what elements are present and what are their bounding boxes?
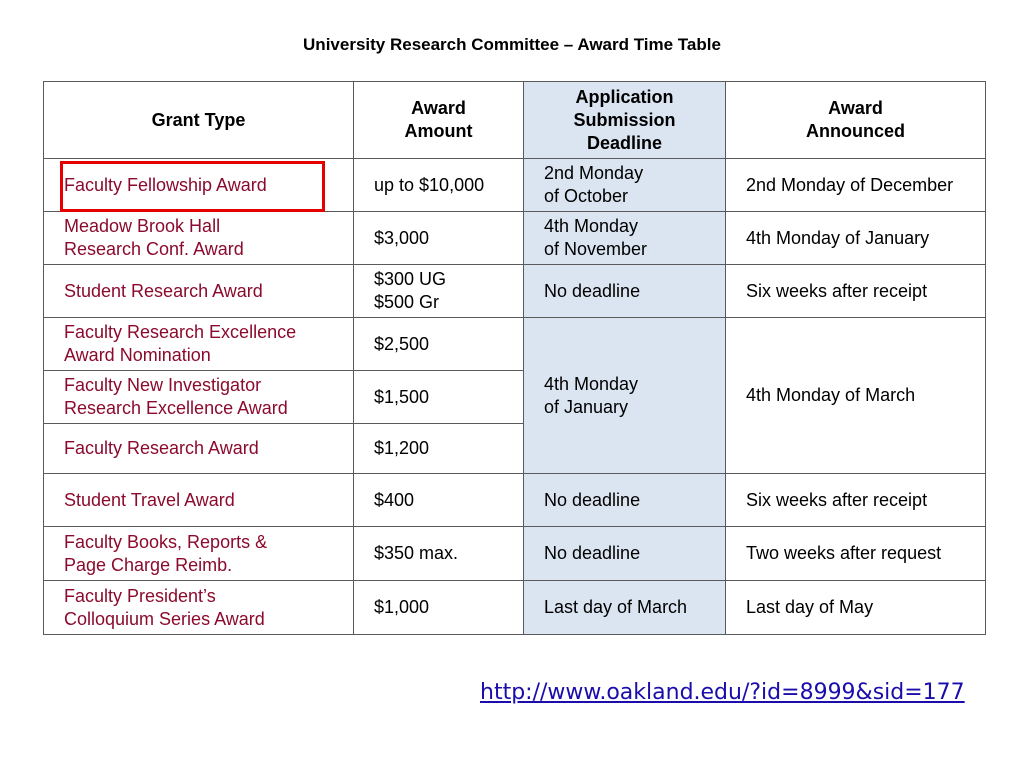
announced-cell: Last day of May bbox=[726, 581, 986, 635]
table-row bbox=[44, 527, 986, 581]
grant-type-cell: Faculty Books, Reports & Page Charge Reimb. bbox=[44, 527, 354, 581]
deadline-cell: No deadline bbox=[524, 265, 726, 318]
header-row bbox=[44, 82, 986, 159]
table-row bbox=[44, 318, 986, 371]
amount-cell: $400 bbox=[354, 474, 524, 527]
deadline-cell: No deadline bbox=[524, 474, 726, 527]
table-row bbox=[44, 265, 986, 318]
grant-type-cell: Student Travel Award bbox=[44, 474, 354, 527]
table-row bbox=[44, 212, 986, 265]
header-award-amount: Award Amount bbox=[354, 82, 524, 159]
grant-type-cell: Student Research Award bbox=[44, 265, 354, 318]
amount-cell: up to $10,000 bbox=[354, 159, 524, 212]
deadline-cell: No deadline bbox=[524, 527, 726, 581]
amount-cell: $1,200 bbox=[354, 424, 524, 474]
amount-cell: $1,500 bbox=[354, 371, 524, 424]
grant-type-cell: Meadow Brook Hall Research Conf. Award bbox=[44, 212, 354, 265]
announced-cell: 2nd Monday of December bbox=[726, 159, 986, 212]
amount-cell: $350 max. bbox=[354, 527, 524, 581]
source-link[interactable]: http://www.oakland.edu/?id=8999&sid=177 bbox=[480, 680, 965, 705]
table-row bbox=[44, 474, 986, 527]
grant-type-cell: Faculty Fellowship Award bbox=[44, 159, 354, 212]
deadline-cell: 2nd Monday of October bbox=[524, 159, 726, 212]
amount-cell: $2,500 bbox=[354, 318, 524, 371]
announced-cell-merged: 4th Monday of March bbox=[726, 318, 986, 474]
announced-cell: Two weeks after request bbox=[726, 527, 986, 581]
grant-type-cell: Faculty President’s Colloquium Series Award bbox=[44, 581, 354, 635]
table-row bbox=[44, 581, 986, 635]
announced-cell: Six weeks after receipt bbox=[726, 265, 986, 318]
amount-cell: $3,000 bbox=[354, 212, 524, 265]
header-deadline: Application Submission Deadline bbox=[524, 82, 726, 159]
amount-cell: $1,000 bbox=[354, 581, 524, 635]
deadline-cell-merged: 4th Monday of January bbox=[524, 318, 726, 474]
grant-type-cell: Faculty Research Excellence Award Nomination bbox=[44, 318, 354, 371]
grant-type-cell: Faculty New Investigator Research Excellence Award bbox=[44, 371, 354, 424]
deadline-cell: Last day of March bbox=[524, 581, 726, 635]
amount-cell: $300 UG $500 Gr bbox=[354, 265, 524, 318]
deadline-cell: 4th Monday of November bbox=[524, 212, 726, 265]
header-announced: Award Announced bbox=[726, 82, 986, 159]
page-title: University Research Committee – Award Time Table bbox=[303, 35, 721, 54]
highlight-box bbox=[60, 161, 325, 212]
grant-type-cell: Faculty Research Award bbox=[44, 424, 354, 474]
announced-cell: Six weeks after receipt bbox=[726, 474, 986, 527]
announced-cell: 4th Monday of January bbox=[726, 212, 986, 265]
header-grant-type: Grant Type bbox=[44, 82, 354, 159]
